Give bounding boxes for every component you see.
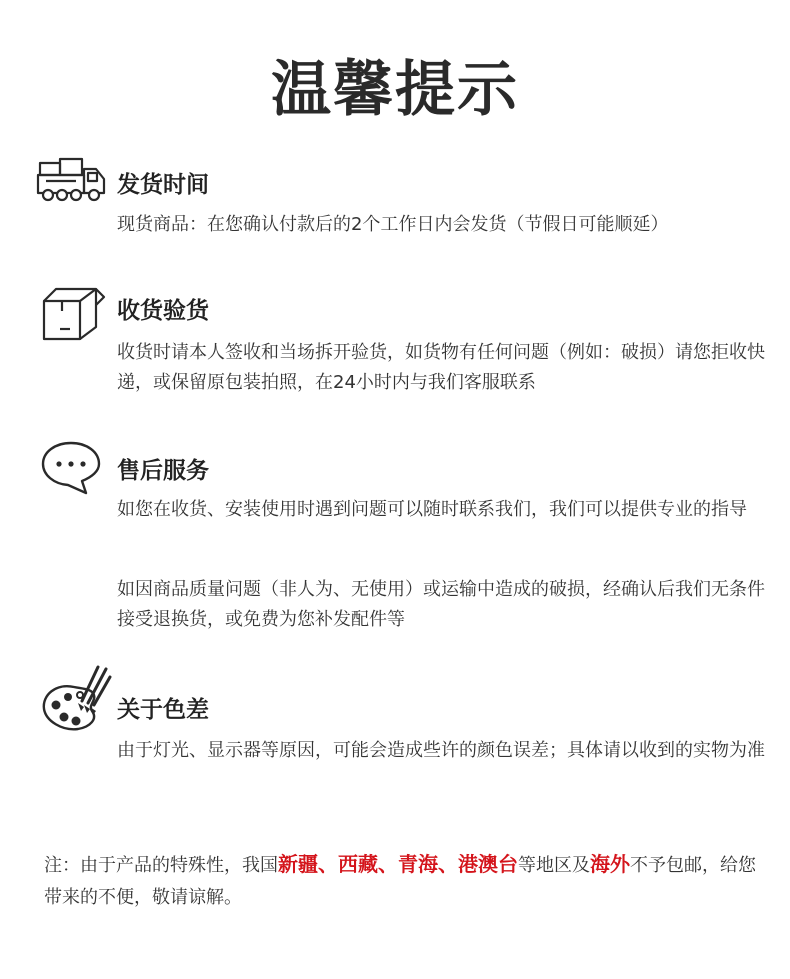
- note-prefix: 注：由于产品的特殊性，我国: [44, 855, 278, 876]
- section-text: 由于灯光、显示器等原因，可能会造成些许的颜色误差；具体请以收到的实物为准: [117, 740, 765, 761]
- truck-icon: [36, 157, 106, 209]
- section-text: 如您在收货、安装使用时遇到问题可以随时联系我们，我们可以提供专业的指导: [117, 499, 747, 520]
- chat-bubble-icon: [40, 440, 102, 500]
- section-text: 收货时请本人签收和当场拆开验货，如货物有任何问题（例如：破损）请您拒收快递，或保留原包装拍照，在24小时内与我们客服联系: [117, 342, 765, 393]
- box-icon: [40, 285, 106, 345]
- note-overseas: 海外: [590, 852, 630, 876]
- section-text: 现货商品：在您确认付款后的2个工作日内会发货（节假日可能顺延）: [117, 214, 669, 235]
- note-middle: 等地区及: [518, 855, 590, 876]
- note-suffix: 不予包邮，给您带来的不便，敬请谅解。: [44, 855, 756, 908]
- palette-icon: [40, 665, 112, 739]
- page-title: 温馨提示: [271, 55, 519, 125]
- section-title: 发货时间: [117, 172, 209, 198]
- section-title: 收货验货: [117, 298, 209, 324]
- shipping-note: [44, 848, 764, 914]
- section-title: 售后服务: [117, 458, 209, 484]
- section-title: 关于色差: [117, 697, 209, 723]
- section-text: 如因商品质量问题（非人为、无使用）或运输中造成的破损，经确认后我们无条件接受退换货，或免费为您补发配件等: [117, 579, 765, 630]
- note-regions: 新疆、西藏、青海、港澳台: [278, 852, 518, 876]
